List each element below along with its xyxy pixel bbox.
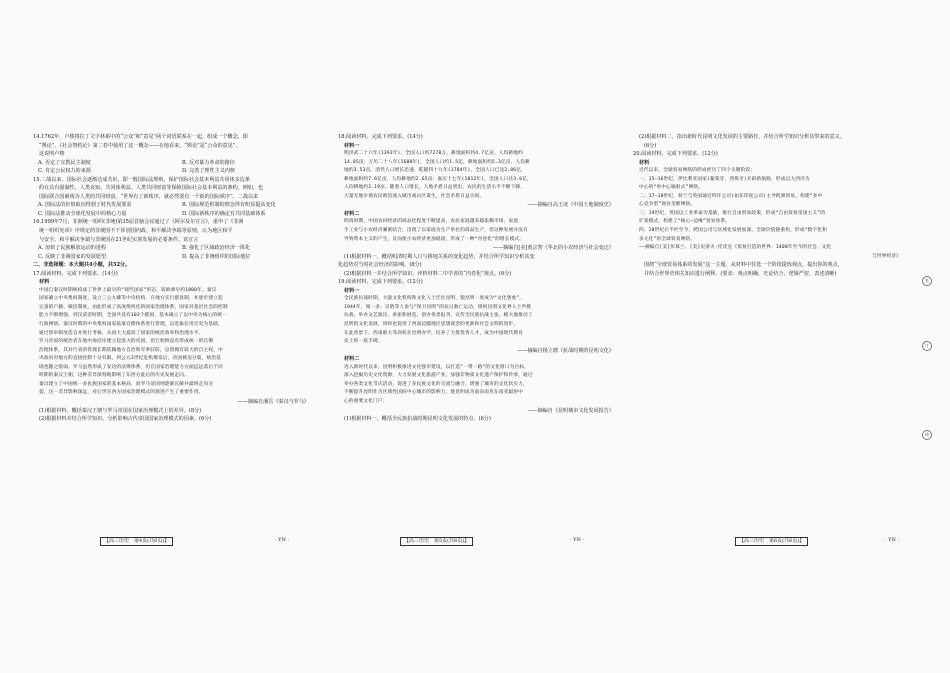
material-label: 材料二 (344, 356, 360, 363)
binding-hole-label: 装 (925, 278, 929, 283)
task-item: (1)根据材料一，概括全民族抗战时期昆明文化发展的特点。(6分) (344, 416, 491, 423)
material-text: 一、15—16世纪，伊比利亚国家(葡萄牙、西班牙)开辟新航路，形成以大西洋为 (639, 176, 810, 182)
task-item: (2)根据材料二，指出新时代昆明文化发展的主要路径，并结合所学知识分析其带来的意义。 (639, 134, 845, 140)
q20-heading: 20.阅读材料，完成下列要求。(12分) (633, 151, 718, 158)
material-text: 裂，这一差异影响深远，对后世东西方国家治理模式的演进产生了重要作用。 (39, 390, 204, 396)
task-item: 化趋势对当时社会经济的影响。(8分) (338, 262, 422, 269)
page-4-footer (100, 537, 290, 545)
material-label: 材料 (639, 159, 650, 166)
option-a[interactable]: A. 否定了宣教民主制度 (38, 159, 91, 166)
material-text: 导致资本主义的产生，反而使小农经济更加稳固，形成了一种“内卷化”的增长模式。 (344, 236, 525, 242)
material-text: 人均耕地约2.19亩。随着人口增长，人地矛盾日益突出，农民的生活水平不断下降， (344, 185, 526, 191)
option-b[interactable]: B. 强化了区域政治经济一体化 (182, 245, 251, 252)
q16-options (33, 244, 321, 253)
binding-hole-label: 线 (925, 432, 929, 437)
binding-hole (922, 276, 932, 286)
material-text: 耕地面积约7.6亿亩，人均耕地约2.65亩；嘉庆十七年(1812年)，全国人口达3.6亿， (344, 176, 532, 182)
option-d[interactable]: D. 国际新秩序的确定有共同基础体系 (182, 210, 266, 217)
material-text: 不断提升昆明作为区域性国际中心城市的影响力，使昆明成为面向南亚东南亚辐射中 (344, 390, 523, 396)
material-text: 全民族抗战时期，大量文化机构和文化人士迁往昆明，使昆明一度成为“文化堡垒”。 (344, 296, 525, 302)
q14-text: “舆论”。《社会契约论》第二卷中使用了这一概念——在他看来，“舆论”是“公众的意见”。 (39, 142, 241, 149)
q15-text: 15.二战以来，国际社会逐渐达成共识，即一般国际法规则，保护国际社会基本利益共同体多边条 (33, 176, 250, 183)
yn-mark: · YN · (570, 537, 585, 543)
page-6-column (633, 133, 913, 278)
material-text: 中国自秦汉时期统构成了世界上最早的“现代国家”形态，较欧洲早约1800年。秦汉 (39, 287, 217, 293)
material-text: 手工业与小农经济紧密结合，出现了以家庭为生产单位的商品生产，但这种发展并没有 (344, 228, 528, 234)
binding-hole (922, 430, 932, 440)
material-text: 础也随之削弱。罗马虽然形成了发达的法律体系，但在国家治理能力方面远远落后于同 (39, 364, 223, 370)
task-item: 并结合世界史相关知识进行阐释。(要求：观点明确，史论结合，逻辑严密，表述清晰) (644, 270, 837, 277)
material-text: 近代以来，全球贸易网络的形成经历了四个关键阶段： (639, 168, 756, 174)
q15-text: 国际联合国被视为人类的共同财富。“世界有了新秩序，就必然要有一个新的国际秩序”。二战以来 (39, 193, 259, 200)
material-text: 时期的秦汉王朝，这种差异深刻地影响了东西方此后的历史发展走向。 (39, 373, 189, 379)
material-text: 三、19世纪，英国以工业革命为基础，推行自由贸易政策，形成“自由贸易帝国主义”的 (639, 210, 826, 216)
material-text: 四、20世纪后半叶至今，跨国公司与区域化发展加深，全球价值链重构，形成“数字化和 (639, 228, 827, 234)
material-text: 治理体系，其对行省的管理长期依赖地方自治和军事驻防，总督拥有较大的自主权，中 (39, 347, 223, 353)
material-text: 秦汉建立了中国统一多民族国家的基本格局，而罗马帝国则逐渐瓦解并最终走向分 (39, 381, 214, 387)
page-6-footer (735, 537, 900, 545)
binding-hole (922, 341, 932, 351)
option-d[interactable]: D. 提高了非统组织的国际地位 (182, 253, 251, 260)
q14-text: 14.1762年，卢梭将拉丁文字林系中的“公众”和“意见”两个词语联系在一起，组成一个概念，即 (33, 134, 248, 140)
material-text: 明清时期，中国农村经济的商品化程度不断提高，农民家庭越来越依赖市场，家庭 (344, 219, 519, 225)
q15-text: 约在具有强制性、人类良知、共同体利益、人类共同财富等保障国际社会基本利益的条约。例如，也 (39, 185, 264, 192)
option-a[interactable]: A. 加快了民族解放运动的进程 (38, 245, 107, 252)
q14-text: 这说明卢梭 (39, 151, 65, 158)
q16-text: 统一组织宪章》中规定的非统国不干涉别国内政、和平解决争端等原则，认为地区和平 (39, 228, 233, 235)
material-label: 材料 (39, 279, 50, 286)
material-text: 能力不断增强。到汉武帝时期，全国共设有103个郡国，基本确立了以中央为核心的统一 (39, 313, 227, 319)
material-text: 心竞争型”商业垄断网络。 (639, 202, 696, 208)
material-label: 材料二 (344, 210, 360, 217)
material-text: 大量无地少地农民被迫流入城市或山区谋生，社会矛盾日益尖锐。 (344, 193, 485, 199)
material-text: 14.05亩；万历二十八年(1600年)，全国人口约1.5亿，耕地面积约5.3亿亩，人均耕 (344, 159, 530, 165)
material-text: 1944年，闻一多、吴晗等人参与“保卫昆明”的抗日救亡运动，组织昆明文化界人士声援 (344, 304, 532, 310)
page-number-label: 【高三历史 第5页(共6页)】 (400, 537, 473, 546)
material-text: 抗战，举办文艺演出、讲座和展览，创办各类报刊，宣传全民族抗战主张，极大地推动了 (344, 313, 533, 319)
page-number-label: 【高三历史 第4页(共6页)】 (100, 537, 173, 546)
material-text: 央政府对地方的直接控制十分有限。到公元3世纪危机爆发后，帝国被迫分裂，统治基 (39, 356, 221, 362)
page-5-column (338, 133, 626, 424)
q17-heading: 17.阅读材料，完成下列要求。(14分) (33, 270, 118, 277)
material-text: 深入挖掘历史文化资源，大力发展文化旅游产业，加强非物质文化遗产保护和传承，通过 (344, 373, 533, 379)
binding-hole-label: 订 (925, 343, 929, 348)
material-text: 通过察举制度选官并进行考核，从而大大提高了国家的统治效率和治理水平。 (39, 330, 204, 336)
task-item: (2)根据材料一并结合所学知识，评析材料二中学者的“内卷化”观点。(6分) (344, 270, 512, 277)
page-number-label: 【高三历史 第6页(共6页)】 (735, 537, 808, 546)
task-item: (1)根据材料一，概括明清时期人口与耕地关系的变化趋势，并结合所学知识分析其变 (344, 253, 535, 260)
material-text: 二、17—18世纪，荷兰与英国通过特许公司(如东印度公司)主导跨洲贸易，构建“多中 (639, 193, 823, 199)
task-item: (6分) (644, 142, 657, 149)
material-source: ——摘编自潘岳《秦汉与罗马》 (237, 398, 309, 405)
q16-options (33, 253, 321, 262)
material-text: 完备的户籍、赋役制度，由此形成了高度组织化的国家治理体系，国家对基层社会的控制 (39, 304, 228, 310)
material-text: 心的重要文化门户。 (344, 398, 388, 404)
material-text: 昆明的文化发展，同时也促进了西南边疆地区思想观念的更新和社会文明的进步。 (344, 322, 519, 328)
material-source: ——摘编自杨立德《抗战时期的昆明文化》 (517, 347, 614, 354)
q16-text: 16.1999年7月，非洲统一组织(非统)第35届首脑会议通过了《阿尔及尔宣言》，重申了《非洲 (33, 219, 244, 226)
material-source: ——摘编自[美]黄宗智《华北的小农经济与社会变迁》 (492, 245, 614, 252)
material-text: 史上的一座丰碑。 (344, 339, 383, 345)
yn-mark: · YN · (885, 537, 900, 543)
material-text: 在此背景下，西南联大等高校在昆明办学，培养了大批优秀人才，成为中国现代教育 (344, 330, 523, 336)
option-c[interactable]: C. 反映了非洲国家的发展愿望 (38, 253, 107, 260)
section-heading: 二、非选择题：本大题共4小题，共52分。 (33, 262, 131, 269)
material-text: 国家确立中央集权制度，设立三公九卿等中央机构，在地方实行郡县制，并逐步建立起 (39, 296, 223, 302)
material-text: 进入新时代以来，昆明积极推进文化强市建设，以打造“一带一路”的文化窗口为目标， (344, 364, 529, 370)
material-text: 地约3.53亩。清代人口增长迅速，乾隆四十九年(1784年)，全国人口已达2.86亿， (344, 168, 526, 174)
material-text: 举办各类文化节庆活动，促进了多民族文化的交流与融合，增强了城市的文化软实力， (344, 381, 528, 387)
option-c[interactable]: C. 国际法推动全球化发展中的核心力量 (38, 210, 127, 217)
material-source: ——摘编自[美]彭慕兰、[美]史蒂夫·托皮克《贸易打造的世界：1400年至今的社会、文化 (639, 245, 832, 251)
page-4-column (33, 133, 321, 424)
q14-options (33, 167, 321, 176)
q15-options (33, 210, 321, 219)
option-b[interactable]: B. 国际规范机制的理念得有明显提高变化 (182, 202, 276, 209)
material-text: 罗马帝国的统治者在地中海沿岸建立起庞大的帝国，但它始终没有形成统一的官僚 (39, 339, 214, 345)
yn-mark: · YN · (275, 537, 290, 543)
material-text: 多元化”的全球贸易网络。 (639, 236, 696, 242)
q16-text: 与安全、和平解决争端与非统国在21世纪实现发展的必要条件。该宣言 (39, 236, 199, 243)
task-item: 围绕“全球贸易体系的发展”这一主题，从材料中任选一个阶段提炼观点，提出你的观点， (644, 262, 843, 269)
option-b[interactable]: B. 反对暴力革命的路径 (182, 159, 235, 166)
material-text: 中心的“单中心辐射式”网络。 (639, 185, 703, 191)
option-d[interactable]: D. 完善了理性主义内核 (182, 168, 235, 175)
material-source: ——摘编自高王凌《中国土地制度史》 (527, 202, 614, 209)
material-label: 材料一 (344, 287, 360, 294)
material-text: 行政网络。秦汉时期的中央集权国家依靠官僚体系进行管理，以选拔任用官吏为基础， (39, 322, 223, 328)
q19-heading: 19.阅读材料，完成下列要求。(12分) (338, 279, 423, 286)
material-source: ——摘编自《昆明城市文化发展报告》 (527, 407, 614, 414)
q15-options (33, 201, 321, 210)
material-text: 明洪武二十六年(1393年)，全国人口约7270万，耕地面积约4.7亿亩，人均耕地约 (344, 151, 523, 157)
task-item: (2)根据材料并结合所学知识，分析影响古代帝国国家治理模式的因素。(6分) (39, 416, 212, 423)
option-c[interactable]: C. 肯定公民权力的来源 (38, 168, 91, 175)
material-text: 扩张模式，构建了“核心—边缘”贸易体系。 (639, 219, 731, 225)
material-source: 与世界经济》 (871, 253, 901, 259)
q18-heading: 18.阅读材料，完成下列要求。(14分) (338, 134, 423, 140)
task-item: (1)根据材料，概括秦汉王朝与罗马帝国在国家治理模式上的差异。(8分) (39, 407, 202, 414)
page-5-footer (400, 537, 585, 545)
q14-options (33, 159, 321, 168)
option-a[interactable]: A. 国际法的价值取向得到了时代发展要求 (38, 202, 132, 209)
material-label: 材料一 (344, 142, 360, 149)
